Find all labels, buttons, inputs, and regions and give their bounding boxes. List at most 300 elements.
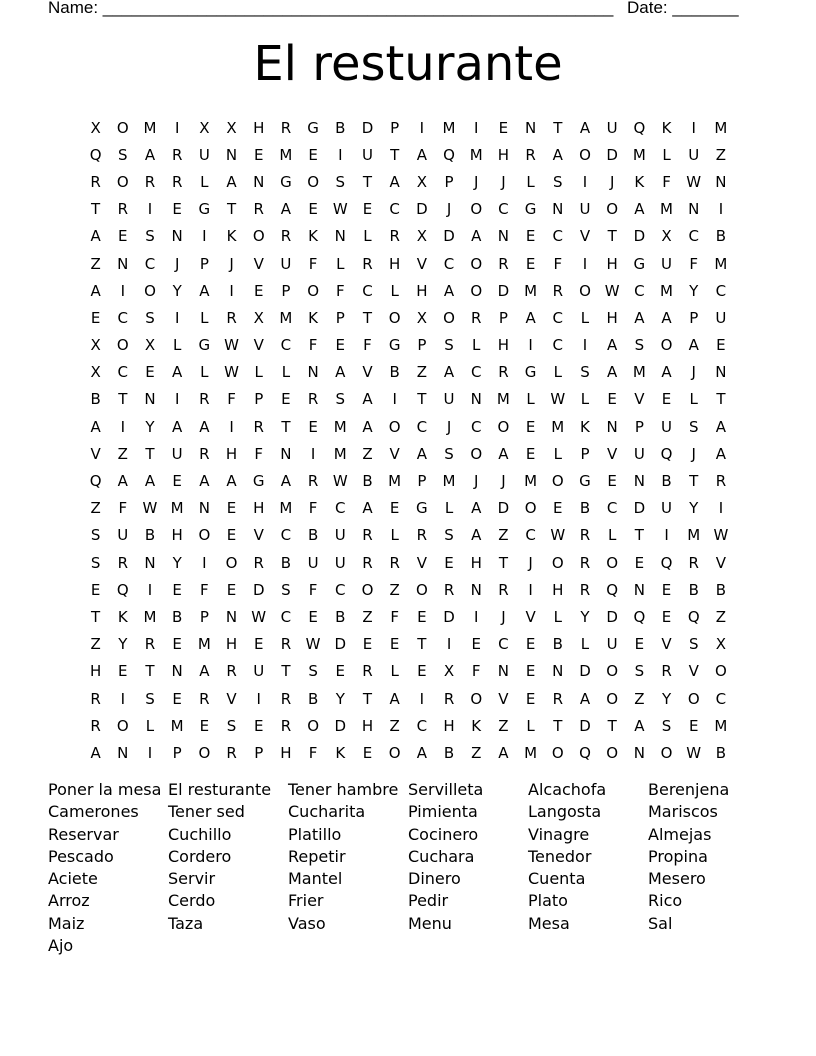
- grid-letter: B: [280, 553, 292, 572]
- grid-row: [82, 685, 754, 712]
- grid-letter: I: [392, 390, 397, 409]
- word-list-item: Aciete: [48, 869, 98, 889]
- grid-letter: U: [661, 254, 673, 273]
- grid-letter: X: [661, 227, 672, 246]
- grid-letter: N: [524, 118, 537, 137]
- grid-letter: S: [281, 580, 291, 599]
- grid-letter: Z: [715, 607, 727, 626]
- grid-row: [82, 631, 754, 658]
- grid-letter: A: [389, 172, 400, 191]
- grid-letter: A: [498, 444, 509, 463]
- grid-letter: E: [634, 635, 645, 654]
- grid-row: [82, 603, 754, 630]
- word-list-item: El resturante: [168, 780, 272, 799]
- word-list-item: Ajo: [48, 936, 74, 956]
- grid-letter: I: [120, 281, 125, 300]
- grid-letter: H: [606, 308, 618, 327]
- grid-letter: O: [579, 281, 591, 300]
- grid-letter: E: [607, 472, 617, 491]
- grid-letter: A: [362, 390, 373, 409]
- grid-letter: P: [580, 444, 590, 463]
- word-list-item: Pedir: [408, 891, 449, 911]
- grid-letter: F: [308, 743, 318, 762]
- grid-letter: Z: [362, 607, 373, 626]
- grid-letter: M: [524, 472, 538, 491]
- grid-letter: M: [714, 118, 728, 137]
- grid-letter: D: [633, 499, 646, 518]
- grid-letter: E: [335, 336, 346, 355]
- grid-letter: W: [305, 635, 321, 654]
- grid-letter: K: [580, 417, 590, 436]
- grid-letter: A: [144, 472, 156, 491]
- grid-letter: J: [528, 553, 533, 572]
- grid-row: [82, 440, 754, 467]
- grid-letter: T: [607, 716, 617, 735]
- grid-letter: C: [416, 417, 428, 436]
- grid-letter: T: [553, 716, 563, 735]
- grid-letter: R: [280, 635, 292, 654]
- grid-letter: A: [416, 145, 427, 164]
- grid-letter: A: [579, 689, 591, 708]
- word-list-item: Poner la mesa: [48, 780, 162, 799]
- name-field-line: Name: ______________________________________________________: [48, 0, 614, 17]
- grid-letter: O: [606, 200, 619, 219]
- grid-letter: A: [280, 472, 292, 491]
- grid-letter: G: [388, 336, 401, 355]
- grid-letter: A: [607, 363, 618, 382]
- grid-letter: L: [145, 716, 155, 735]
- word-list-item: Tener hambre: [288, 780, 399, 799]
- grid-row: [82, 495, 754, 522]
- word-list-item: Servir: [168, 869, 216, 889]
- grid-letter: O: [443, 308, 455, 327]
- grid-letter: B: [715, 743, 727, 762]
- grid-letter: C: [688, 227, 699, 246]
- grid-letter: Z: [498, 716, 509, 735]
- grid-letter: A: [416, 743, 427, 762]
- grid-letter: K: [471, 716, 482, 735]
- grid-letter: N: [715, 172, 727, 191]
- grid-letter: J: [501, 172, 506, 191]
- grid-letter: T: [607, 227, 617, 246]
- grid-letter: E: [417, 662, 427, 681]
- grid-letter: V: [498, 689, 509, 708]
- grid-letter: N: [225, 607, 238, 626]
- grid-letter: T: [553, 118, 563, 137]
- grid-letter: L: [172, 336, 182, 355]
- grid-letter: A: [525, 308, 536, 327]
- grid-letter: Z: [471, 743, 482, 762]
- grid-letter: I: [474, 607, 479, 626]
- word-list-item: Servilleta: [408, 780, 484, 799]
- grid-letter: T: [145, 444, 155, 463]
- grid-letter: E: [253, 635, 264, 654]
- grid-letter: Y: [689, 281, 699, 300]
- grid-letter: E: [525, 662, 536, 681]
- grid-letter: V: [253, 526, 264, 545]
- grid-letter: C: [280, 526, 292, 545]
- grid-letter: V: [661, 635, 672, 654]
- grid-letter: H: [470, 553, 482, 572]
- grid-letter: N: [552, 662, 564, 681]
- grid-letter: T: [91, 607, 101, 626]
- grid-letter: V: [634, 390, 645, 409]
- word-list-item: Cordero: [168, 846, 232, 866]
- grid-letter: F: [200, 580, 209, 599]
- grid-letter: D: [443, 227, 455, 246]
- grid-letter: E: [661, 580, 672, 599]
- grid-letter: O: [388, 308, 401, 327]
- grid-letter: O: [524, 499, 537, 518]
- grid-letter: R: [579, 526, 591, 545]
- grid-letter: N: [117, 254, 129, 273]
- grid-letter: T: [362, 172, 373, 191]
- grid-letter: A: [90, 281, 101, 300]
- grid-letter: C: [606, 499, 618, 518]
- grid-letter: J: [501, 472, 506, 491]
- grid-letter: B: [688, 580, 699, 599]
- grid-letter: I: [174, 390, 180, 409]
- grid-letter: R: [144, 172, 156, 191]
- grid-letter: O: [307, 716, 319, 735]
- grid-letter: E: [525, 689, 536, 708]
- grid-letter: I: [691, 118, 696, 137]
- grid-row: [82, 250, 754, 277]
- grid-letter: O: [715, 662, 727, 681]
- grid-letter: M: [496, 390, 510, 409]
- grid-letter: E: [362, 635, 373, 654]
- grid-letter: X: [144, 336, 156, 355]
- grid-letter: F: [308, 499, 318, 518]
- grid-letter: C: [634, 281, 645, 300]
- word-list-item: Cucharita: [288, 802, 366, 822]
- grid-letter: R: [362, 662, 373, 681]
- word-list-item: Berenjena: [648, 780, 730, 799]
- word-list-item: Cocinero: [408, 824, 479, 844]
- grid-letter: I: [528, 580, 533, 599]
- grid-letter: N: [715, 363, 727, 382]
- grid-letter: A: [661, 363, 672, 382]
- grid-letter: E: [335, 662, 346, 681]
- grid-row: [82, 549, 754, 576]
- grid-letter: E: [172, 689, 182, 708]
- grid-letter: J: [501, 607, 506, 626]
- grid-letter: S: [335, 172, 346, 191]
- grid-letter: H: [606, 254, 618, 273]
- word-list-item: Mantel: [288, 869, 343, 889]
- grid-letter: R: [498, 580, 509, 599]
- grid-letter: A: [362, 417, 373, 436]
- grid-letter: E: [308, 200, 318, 219]
- grid-letter: R: [144, 635, 156, 654]
- grid-letter: U: [606, 118, 618, 137]
- grid-letter: N: [334, 227, 346, 246]
- grid-letter: S: [634, 336, 645, 355]
- grid-letter: S: [688, 417, 699, 436]
- grid-letter: M: [442, 118, 456, 137]
- grid-letter: C: [280, 336, 292, 355]
- grid-letter: X: [416, 172, 427, 191]
- grid-letter: O: [579, 145, 591, 164]
- grid-letter: W: [251, 607, 267, 626]
- grid-letter: G: [524, 363, 537, 382]
- grid-letter: C: [498, 200, 509, 219]
- grid-letter: E: [525, 444, 536, 463]
- grid-letter: I: [528, 336, 533, 355]
- grid-letter: E: [525, 227, 536, 246]
- grid-letter: I: [256, 689, 261, 708]
- grid-letter: S: [145, 689, 155, 708]
- grid-letter: N: [171, 227, 183, 246]
- grid-letter: M: [632, 145, 646, 164]
- grid-row: [82, 359, 754, 386]
- grid-letter: E: [172, 200, 182, 219]
- word-list-item: Vinagre: [528, 824, 590, 844]
- grid-letter: R: [362, 526, 373, 545]
- grid-letter: C: [117, 363, 129, 382]
- grid-letter: L: [200, 308, 209, 327]
- grid-letter: V: [416, 553, 427, 572]
- grid-letter: I: [664, 526, 669, 545]
- grid-letter: A: [498, 743, 509, 762]
- grid-letter: W: [332, 200, 348, 219]
- word-list-item: Platillo: [288, 824, 342, 844]
- grid-letter: E: [716, 336, 726, 355]
- grid-letter: A: [579, 118, 591, 137]
- grid-letter: C: [443, 254, 455, 273]
- grid-letter: P: [199, 607, 209, 626]
- grid-letter: U: [198, 145, 210, 164]
- grid-letter: R: [117, 200, 128, 219]
- grid-letter: A: [199, 417, 210, 436]
- grid-letter: Y: [661, 689, 672, 708]
- grid-row: [82, 712, 754, 739]
- grid-letter: G: [307, 118, 319, 137]
- grid-letter: A: [688, 336, 699, 355]
- grid-letter: G: [416, 499, 428, 518]
- grid-letter: M: [143, 118, 157, 137]
- word-list-item: Cuchara: [408, 846, 475, 866]
- grid-letter: S: [226, 716, 237, 735]
- grid-letter: N: [307, 363, 319, 382]
- grid-letter: A: [199, 472, 210, 491]
- grid-letter: H: [280, 743, 292, 762]
- grid-letter: Q: [660, 553, 673, 572]
- grid-letter: N: [688, 200, 700, 219]
- grid-letter: D: [416, 200, 428, 219]
- grid-row: [82, 576, 754, 603]
- grid-letter: A: [199, 281, 210, 300]
- grid-letter: O: [116, 716, 129, 735]
- grid-letter: Y: [172, 553, 182, 572]
- grid-letter: Y: [118, 635, 128, 654]
- grid-letter: O: [470, 689, 483, 708]
- grid-row: [82, 522, 754, 549]
- grid-letter: H: [225, 444, 238, 463]
- grid-letter: N: [225, 145, 238, 164]
- grid-letter: H: [552, 580, 564, 599]
- grid-letter: Z: [117, 444, 128, 463]
- grid-letter: I: [174, 308, 180, 327]
- grid-letter: A: [90, 417, 101, 436]
- grid-letter: T: [226, 200, 237, 219]
- grid-letter: E: [607, 390, 617, 409]
- grid-letter: B: [172, 607, 183, 626]
- grid-letter: R: [226, 662, 237, 681]
- grid-letter: Q: [606, 580, 619, 599]
- grid-letter: H: [443, 716, 455, 735]
- grid-letter: B: [715, 227, 727, 246]
- grid-letter: C: [362, 281, 373, 300]
- grid-letter: S: [580, 363, 590, 382]
- grid-letter: E: [253, 281, 264, 300]
- grid-letter: D: [361, 118, 374, 137]
- grid-letter: I: [582, 336, 588, 355]
- grid-letter: B: [144, 526, 156, 545]
- grid-letter: I: [582, 254, 588, 273]
- grid-letter: U: [253, 662, 265, 681]
- grid-letter: W: [604, 281, 620, 300]
- grid-letter: G: [633, 254, 646, 273]
- grid-letter: A: [172, 417, 183, 436]
- grid-letter: R: [171, 172, 183, 191]
- grid-letter: I: [174, 118, 180, 137]
- grid-letter: Z: [90, 254, 101, 273]
- grid-letter: I: [474, 118, 479, 137]
- grid-letter: E: [253, 716, 264, 735]
- grid-row: [82, 304, 754, 331]
- grid-letter: S: [118, 145, 128, 164]
- word-list-item: Camerones: [48, 802, 139, 822]
- grid-letter: G: [252, 472, 265, 491]
- grid-letter: R: [280, 689, 292, 708]
- grid-letter: R: [253, 417, 264, 436]
- grid-letter: C: [525, 526, 536, 545]
- grid-letter: B: [715, 580, 727, 599]
- grid-letter: O: [252, 227, 265, 246]
- grid-letter: L: [580, 635, 590, 654]
- grid-letter: I: [718, 499, 724, 518]
- grid-letter: I: [147, 743, 153, 762]
- grid-letter: R: [226, 743, 237, 762]
- grid-row: [82, 141, 754, 168]
- grid-letter: I: [419, 689, 425, 708]
- grid-letter: F: [254, 444, 264, 463]
- grid-letter: A: [117, 472, 128, 491]
- grid-letter: W: [713, 526, 729, 545]
- grid-letter: N: [171, 662, 183, 681]
- grid-letter: C: [552, 308, 564, 327]
- grid-letter: E: [308, 607, 318, 626]
- word-list-item: Pimienta: [408, 802, 478, 822]
- grid-letter: O: [144, 281, 156, 300]
- grid-letter: E: [417, 607, 427, 626]
- grid-row: [82, 413, 754, 440]
- grid-letter: I: [120, 417, 125, 436]
- grid-letter: L: [336, 254, 345, 273]
- grid-letter: J: [609, 172, 615, 191]
- grid-letter: M: [143, 607, 157, 626]
- grid-letter: H: [497, 145, 510, 164]
- grid-letter: B: [307, 689, 319, 708]
- grid-letter: R: [579, 553, 591, 572]
- grid-row: [82, 277, 754, 304]
- grid-letter: T: [118, 390, 128, 409]
- grid-letter: X: [253, 308, 264, 327]
- grid-letter: C: [117, 308, 129, 327]
- word-list-item: Reservar: [48, 824, 119, 844]
- grid-letter: S: [335, 390, 346, 409]
- grid-letter: O: [225, 553, 238, 572]
- grid-letter: A: [280, 200, 292, 219]
- grid-letter: O: [198, 526, 211, 545]
- grid-letter: R: [715, 472, 727, 491]
- grid-letter: S: [634, 662, 645, 681]
- grid-letter: R: [443, 689, 455, 708]
- grid-letter: E: [90, 308, 101, 327]
- grid-letter: O: [307, 172, 319, 191]
- grid-letter: R: [688, 553, 699, 572]
- grid-letter: J: [474, 472, 479, 491]
- grid-letter: N: [470, 390, 482, 409]
- grid-letter: J: [691, 363, 696, 382]
- grid-letter: V: [253, 336, 264, 355]
- grid-letter: M: [333, 417, 347, 436]
- grid-letter: I: [419, 118, 425, 137]
- grid-letter: E: [308, 145, 318, 164]
- grid-letter: J: [174, 254, 180, 273]
- grid-letter: J: [474, 172, 479, 191]
- grid-letter: E: [172, 635, 182, 654]
- grid-letter: A: [389, 689, 400, 708]
- grid-letter: Q: [633, 607, 646, 626]
- grid-letter: X: [90, 363, 101, 382]
- word-list-item: Cuchillo: [168, 824, 232, 844]
- word-list-item: Sal: [648, 913, 673, 933]
- grid-letter: P: [417, 472, 427, 491]
- grid-letter: H: [171, 526, 183, 545]
- grid-letter: Q: [687, 607, 700, 626]
- word-list-item: Tenedor: [528, 846, 592, 866]
- grid-letter: O: [606, 689, 619, 708]
- grid-letter: I: [229, 281, 234, 300]
- grid-row: [82, 658, 754, 685]
- grid-letter: M: [442, 472, 456, 491]
- grid-letter: E: [525, 254, 536, 273]
- grid-row: [82, 168, 754, 195]
- grid-letter: Z: [498, 526, 509, 545]
- grid-letter: A: [552, 145, 563, 164]
- grid-letter: W: [224, 363, 239, 382]
- grid-letter: L: [200, 363, 209, 382]
- grid-letter: Q: [116, 580, 129, 599]
- grid-letter: T: [281, 417, 291, 436]
- grid-letter: B: [362, 472, 373, 491]
- grid-letter: P: [281, 281, 291, 300]
- grid-letter: B: [661, 472, 672, 491]
- grid-letter: E: [362, 200, 373, 219]
- word-list-item: Alcachofa: [528, 780, 607, 799]
- grid-letter: O: [198, 743, 211, 762]
- grid-letter: M: [551, 417, 565, 436]
- grid-letter: J: [229, 254, 234, 273]
- grid-letter: D: [606, 607, 618, 626]
- grid-letter: N: [144, 553, 156, 572]
- grid-letter: Q: [89, 472, 102, 491]
- grid-letter: L: [254, 363, 263, 382]
- grid-letter: V: [579, 227, 591, 246]
- grid-letter: O: [470, 444, 483, 463]
